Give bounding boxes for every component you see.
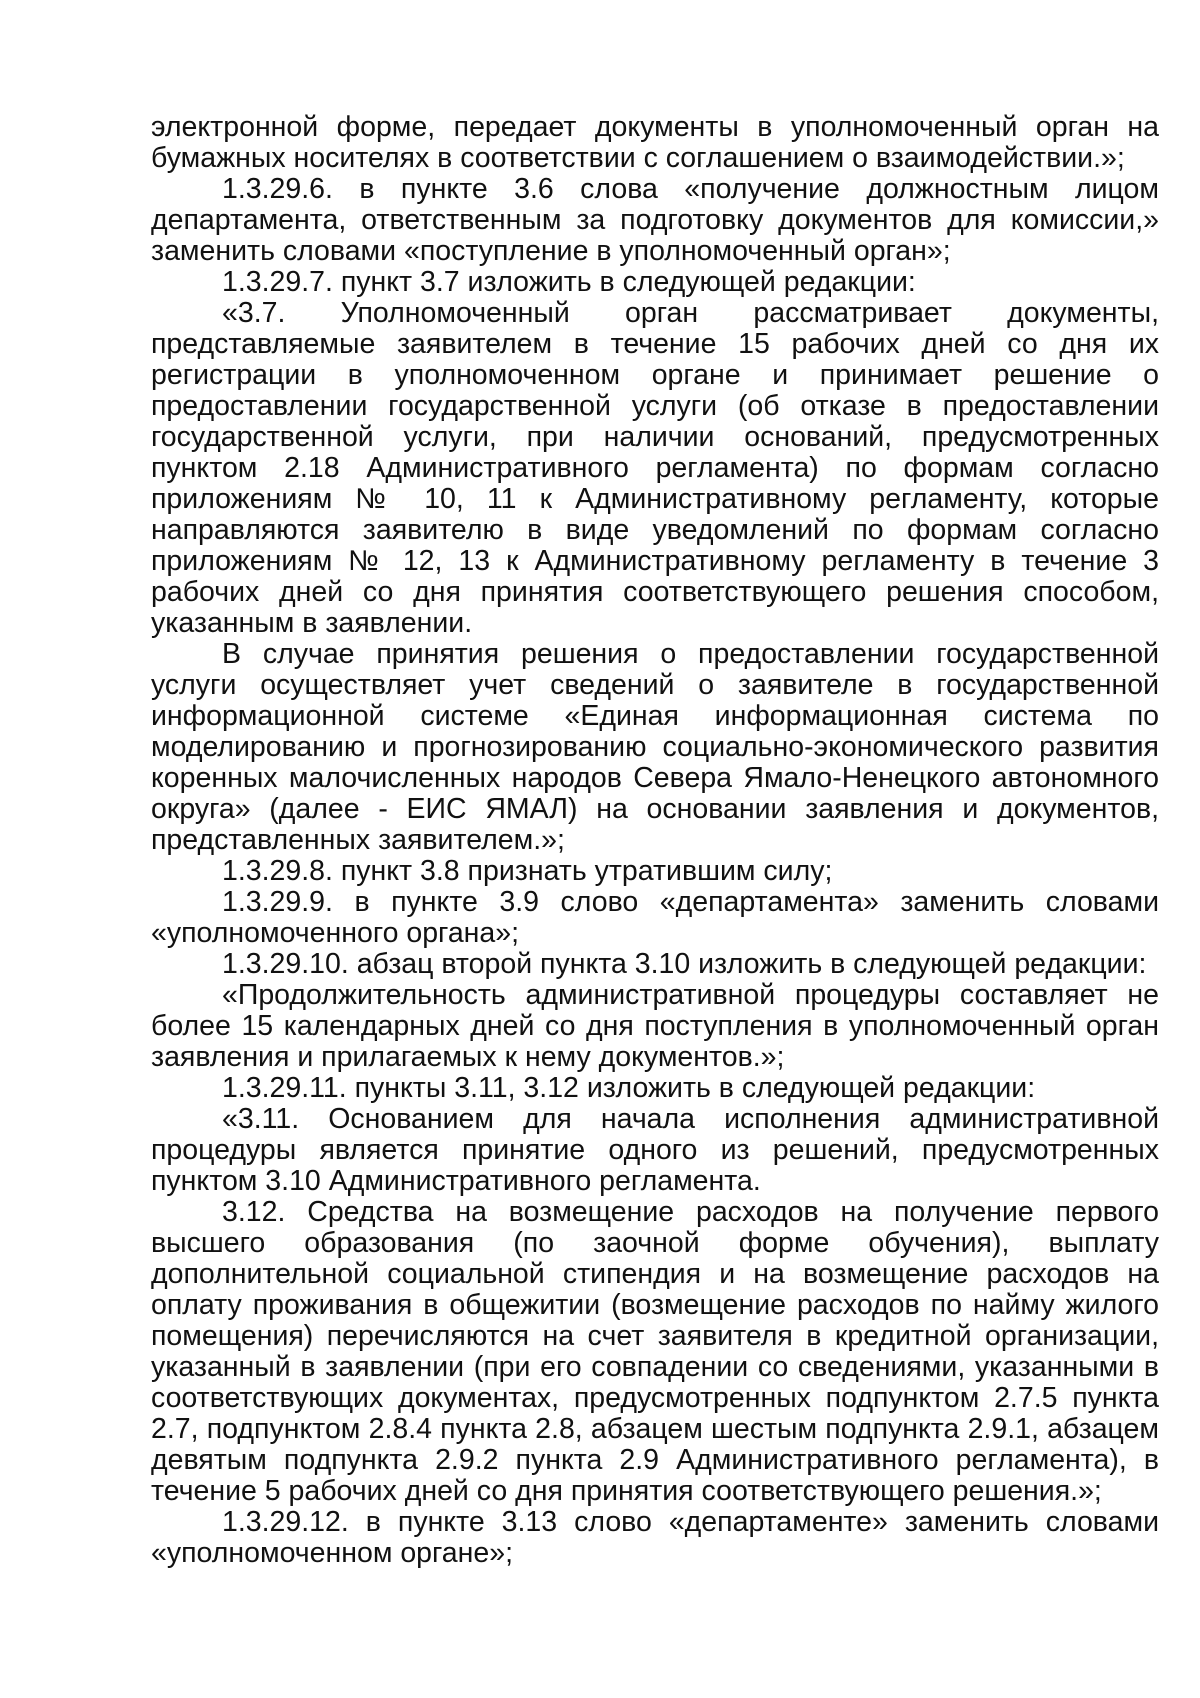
paragraph: 1.3.29.9. в пункте 3.9 слово «департамента» заменить словами «уполномоченного органа»; <box>151 886 1159 949</box>
paragraph: 1.3.29.10. абзац второй пункта 3.10 изложить в следующей редакции: <box>222 948 1147 980</box>
paragraph: 1.3.29.8. пункт 3.8 признать утратившим силу; <box>222 855 833 887</box>
paragraph: 1.3.29.7. пункт 3.7 изложить в следующей редакции: <box>222 266 916 298</box>
paragraph: электронной форме, передает документы в уполномоченный орган на бумажных носителях в соответствии с соглашением о взаимодействии.»; <box>151 111 1159 174</box>
paragraph: 1.3.29.11. пункты 3.11, 3.12 изложить в следующей редакции: <box>222 1072 1036 1104</box>
paragraph: «3.7. Уполномоченный орган рассматривает документы, представляемые заявителем в течение 15 рабочих дней со дня их регистрации в уполномоченном органе и принимает решение о предоставлении государственной услуги (об отказе в предоставлении государственной услуги, при наличии оснований, предусмотренных пунктом 2.18 Административного регламента) по формам согласно приложениям № 10, 11 к Административному регламенту, которые направляются заявителю в виде уведомлений по формам согласно приложениям № 12, 13 к Административному регламенту в течение 3 рабочих дней со дня принятия соответствующего решения способом, указанным в заявлении. <box>151 297 1159 639</box>
paragraph: 1.3.29.12. в пункте 3.13 слово «департаменте» заменить словами «уполномоченном органе»; <box>151 1506 1159 1569</box>
paragraph: 3.12. Средства на возмещение расходов на получение первого высшего образования (по заочной форме обучения), выплату дополнительной социальной стипендия и на возмещение расходов на оплату проживания в общежитии (возмещение расходов по найму жилого помещения) перечисляются на счет заявителя в кредитной организации, указанный в заявлении (при его совпадении со сведениями, указанными в соответствующих документах, предусмотренных подпунктом 2.7.5 пункта 2.7, подпунктом 2.8.4 пункта 2.8, абзацем шестым подпункта 2.9.1, абзацем девятым подпункта 2.9.2 пункта 2.9 Административного регламента), в течение 5 рабочих дней со дня принятия соответствующего решения.»; <box>151 1196 1159 1507</box>
paragraph: В случае принятия решения о предоставлении государственной услуги осуществляет учет сведений о заявителе в государственной информационной системе «Единая информационная система по моделированию и прогнозированию социально-экономического развития коренных малочисленных народов Севера Ямало-Ненецкого автономного округа» (далее - ЕИС ЯМАЛ) на основании заявления и документов, представленных заявителем.»; <box>151 638 1159 856</box>
paragraph: 1.3.29.6. в пункте 3.6 слова «получение должностным лицом департамента, ответственным за подготовку документов для комиссии,» заменить словами «поступление в уполномоченный орган»; <box>151 173 1159 267</box>
paragraph: «3.11. Основанием для начала исполнения административной процедуры является принятие одного из решений, предусмотренных пунктом 3.10 Административного регламента. <box>151 1103 1159 1197</box>
document-page <box>151 112 1159 1569</box>
paragraph: «Продолжительность административной процедуры составляет не более 15 календарных дней со дня поступления в уполномоченный орган заявления и прилагаемых к нему документов.»; <box>151 979 1159 1073</box>
